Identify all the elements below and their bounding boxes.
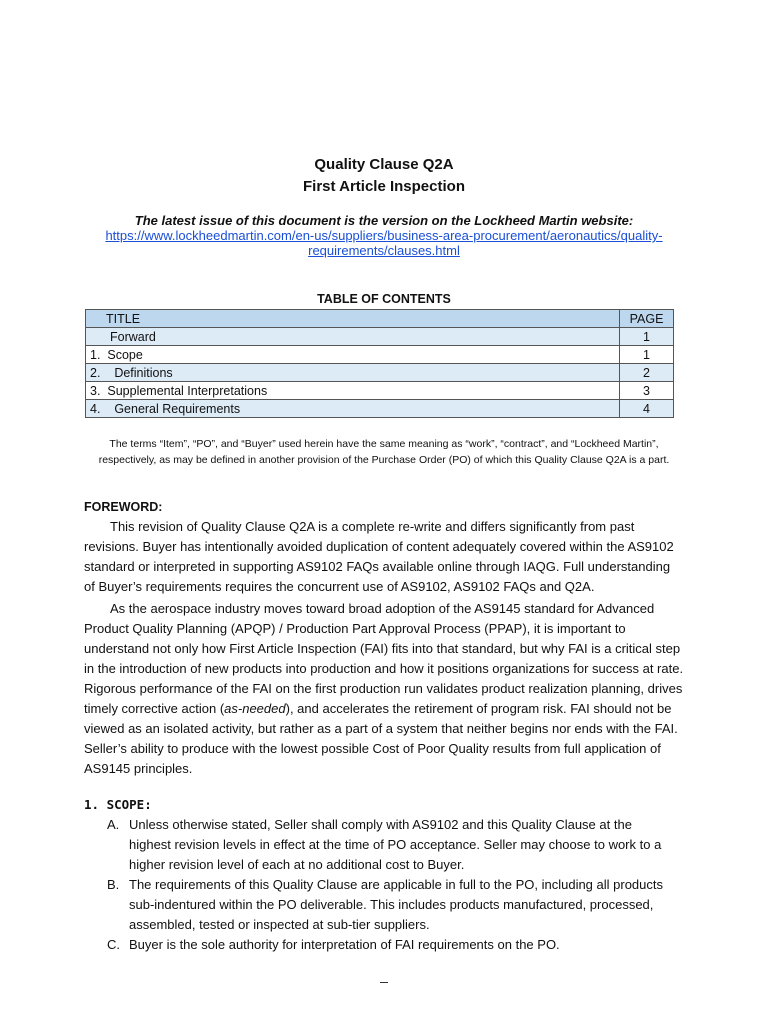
foreword-heading: FOREWORD: — [84, 500, 163, 514]
list-item-label: C. — [107, 937, 120, 952]
toc-row-title: 2. Definitions — [86, 364, 620, 382]
toc-row-title: 4. General Requirements — [86, 400, 620, 418]
toc-row-page: 3 — [620, 382, 674, 400]
latest-issue-note: The latest issue of this document is the version on the Lockheed Martin website: — [134, 213, 634, 228]
toc-row — [86, 346, 674, 364]
foreword-p2-emphasis: as-needed — [224, 701, 286, 716]
toc-col-title: TITLE — [86, 310, 620, 328]
list-item-text: Buyer is the sole authority for interpretation of FAI requirements on the PO. — [129, 937, 560, 952]
toc-col-page: PAGE — [620, 310, 674, 328]
toc-row-title: 1. Scope — [86, 346, 620, 364]
list-item — [107, 815, 667, 875]
toc-row-page: 2 — [620, 364, 674, 382]
foreword-p1-text: This revision of Quality Clause Q2A is a complete re-write and differs significantly from past revisions. Buyer has intentionally avoided duplication of content adequately covered within the AS9102 standard or interpreted in supporting AS9102 FAQs available online through IAQG. Full understanding of Buyer’s requirements requires the concurrent use of AS9102, AS9102 FAQs and Q2A. — [84, 519, 674, 594]
toc-row — [86, 364, 674, 382]
toc-header-row — [86, 310, 674, 328]
list-item-text: The requirements of this Quality Clause are applicable in full to the PO, including all products sub-indentured within the PO deliverable. This includes products manufactured, processed, assembled, tested or inspected at sub-tier suppliers. — [129, 877, 664, 932]
list-item — [107, 875, 667, 935]
toc-row-page: 1 — [620, 328, 674, 346]
list-item-label: B. — [107, 877, 120, 892]
toc-table — [85, 309, 674, 418]
toc-row-title: 3. Supplemental Interpretations — [86, 382, 620, 400]
foreword-p2-text-a: As the aerospace industry moves toward broad adoption of the AS9145 standard for Advanced Product Quality Planning (APQP) / Production Part Approval Process (PPAP), it is important to understand not only how First Article Inspection (FAI) fits into that standard, but why FAI is a critical step in the introduction of new products into production and how it positions organizations for success at rate. Rigorous performance of the FAI on the first production run validates product realization planning, drives timely corrective action ( — [84, 601, 684, 716]
list-item-label: A. — [107, 817, 120, 832]
toc-row-title: Forward — [86, 328, 620, 346]
foreword-paragraph-2 — [84, 599, 684, 779]
toc-row-page: 4 — [620, 400, 674, 418]
foreword-p2-text-b: ), and accelerates the retirement of program risk. FAI should not be viewed as an isolated activity, but rather as a part of a system that neither begins nor ends with the FAI. Seller’s ability to produce with the lowest possible Cost of Poor Quality results from full application of AS9145 principles. — [84, 701, 678, 776]
document-title: Quality Clause Q2A — [314, 156, 454, 173]
page-footer-mark — [380, 982, 388, 983]
toc-row — [86, 328, 674, 346]
toc-row-page: 1 — [620, 346, 674, 364]
website-link[interactable]: https://www.lockheedmartin.com/en-us/suppliers/business-area-procurement/aeronautics/quality-requirements/clauses.html — [105, 228, 663, 258]
terms-definition-note: The terms “Item”, “PO”, and “Buyer” used herein have the same meaning as “work”, “contract”, and “Lockheed Martin”, respectively, as may be defined in another provision of the Purchase Order (PO) of which this Quality Clause Q2A is a part. — [98, 438, 670, 466]
scope-heading: 1. SCOPE: — [84, 797, 152, 812]
list-item — [107, 935, 667, 955]
list-item-text: Unless otherwise stated, Seller shall comply with AS9102 and this Quality Clause at the highest revision levels in effect at the time of PO acceptance. Seller may choose to work to a higher revision level of each at no additional cost to Buyer. — [129, 817, 662, 872]
foreword-paragraph-1 — [84, 517, 684, 597]
toc-row — [86, 382, 674, 400]
toc-heading: TABLE OF CONTENTS — [317, 292, 451, 306]
document-subtitle: First Article Inspection — [303, 178, 465, 195]
scope-list — [107, 815, 667, 955]
toc-row — [86, 400, 674, 418]
